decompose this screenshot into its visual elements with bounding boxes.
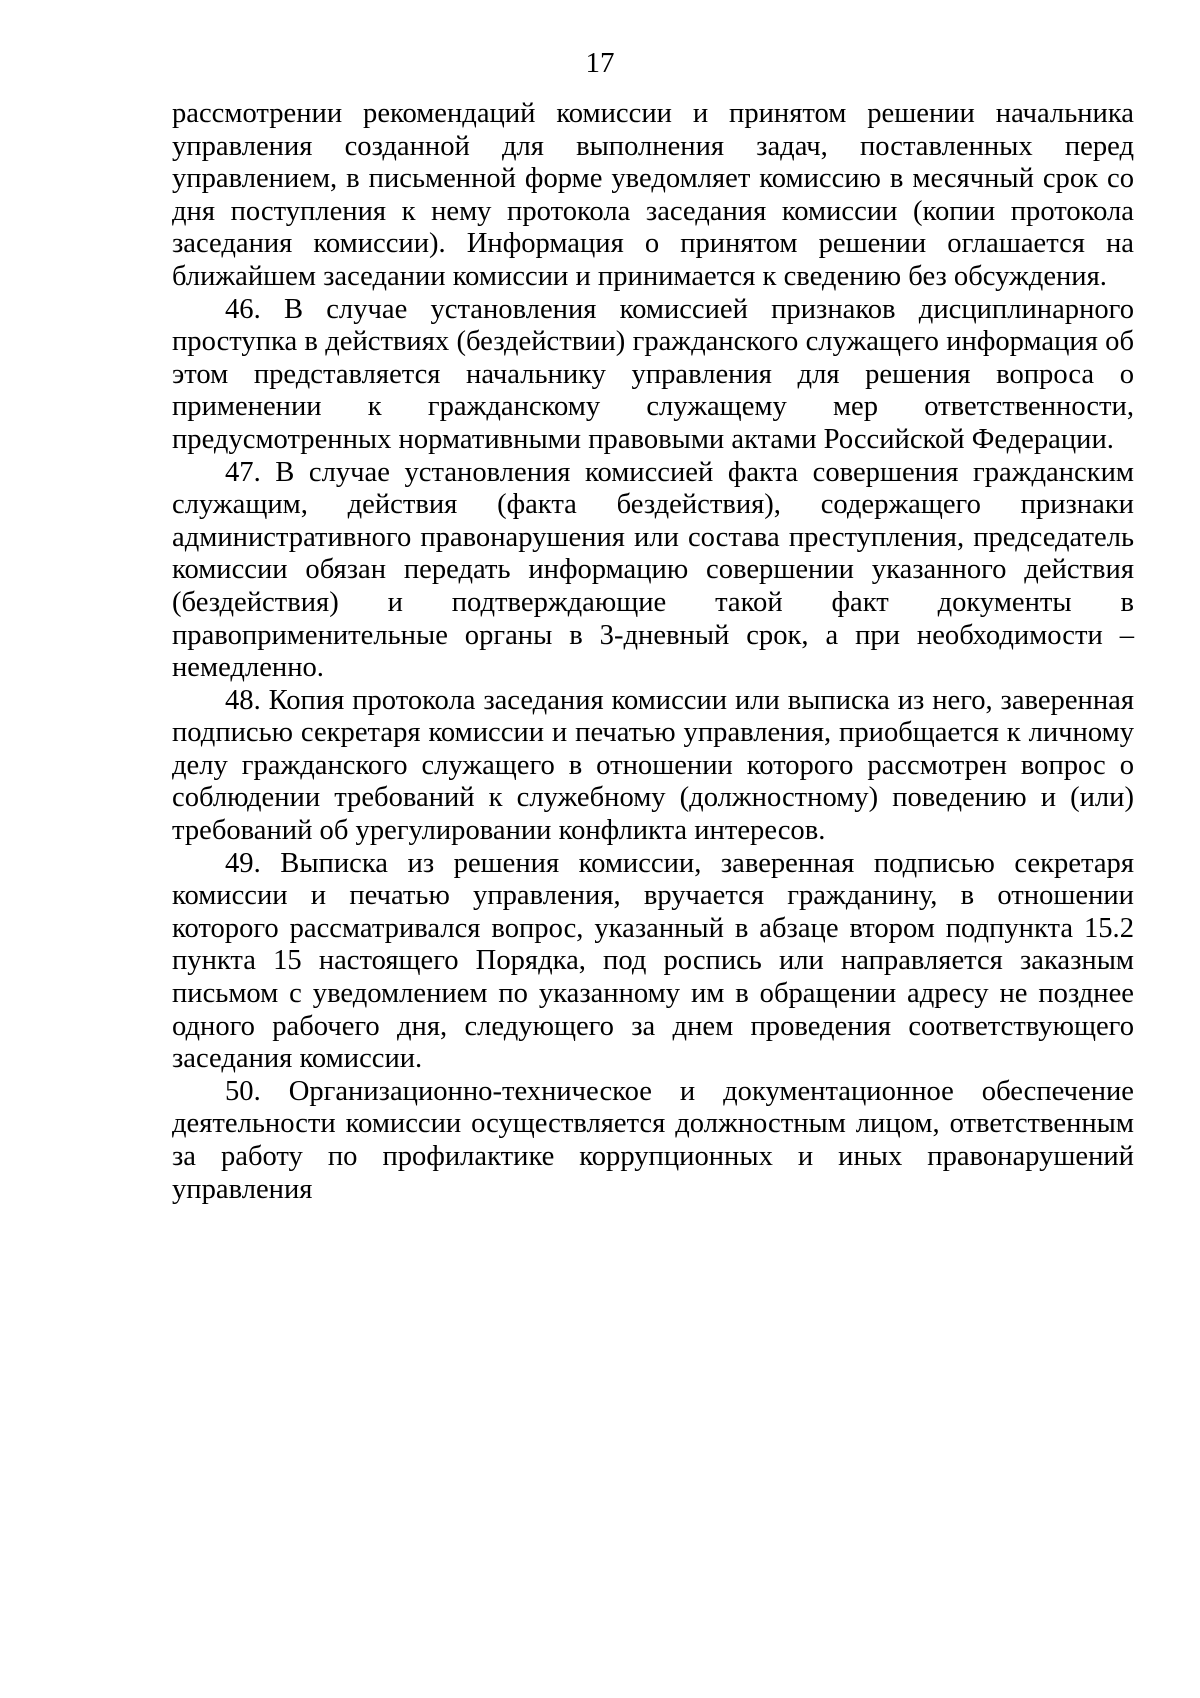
document-body bbox=[172, 98, 1134, 1206]
paragraph-48: 48. Копия протокола заседания комиссии или выписка из него, заверенная подписью секретаря комиссии и печатью управления, приобщается к личному делу гражданского служащего в отношении которого рассмотрен вопрос о соблюдении требований к служебному (должностному) поведению и (или) требований об урегулировании конфликта интересов. bbox=[172, 684, 1134, 847]
paragraph-49: 49. Выписка из решения комиссии, заверенная подписью секретаря комиссии и печатью управления, вручается гражданину, в отношении которого рассматривался вопрос, указанный в абзаце втором подпункта 15.2 пункта 15 настоящего Порядка, под роспись или направляется заказным письмом с уведомлением по указанному им в обращении адресу не позднее одного рабочего дня, следующего за днем проведения соответствующего заседания комиссии. bbox=[172, 847, 1134, 1075]
paragraph-47: 47. В случае установления комиссией факта совершения гражданским служащим, действия (факта бездействия), содержащего признаки административного правонарушения или состава преступления, председатель комиссии обязан передать информацию совершении указанного действия (бездействия) и подтверждающие такой факт документы в правоприменительные органы в 3-дневный срок, а при необходимости – немедленно. bbox=[172, 456, 1134, 684]
paragraph-46: 46. В случае установления комиссией признаков дисциплинарного проступка в действиях (бездействии) гражданского служащего информация об этом представляется начальнику управления для решения вопроса о применении к гражданскому служащему мер ответственности, предусмотренных нормативными правовыми актами Российской Федерации. bbox=[172, 293, 1134, 455]
paragraph-continuation: рассмотрении рекомендаций комиссии и принятом решении начальника управления созданной для выполнения задач, поставленных перед управлением, в письменной форме уведомляет комиссию в месячный срок со дня поступления к нему протокола заседания комиссии (копии протокола заседания комиссии). Информация о принятом решении оглашается на ближайшем заседании комиссии и принимается к сведению без обсуждения. bbox=[172, 98, 1134, 292]
paragraph-50: 50. Организационно-техническое и документационное обеспечение деятельности комиссии осуществляется должностным лицом, ответственным за работу по профилактике коррупционных и иных правонарушений управления bbox=[172, 1075, 1134, 1205]
page-number: 17 bbox=[585, 47, 615, 79]
